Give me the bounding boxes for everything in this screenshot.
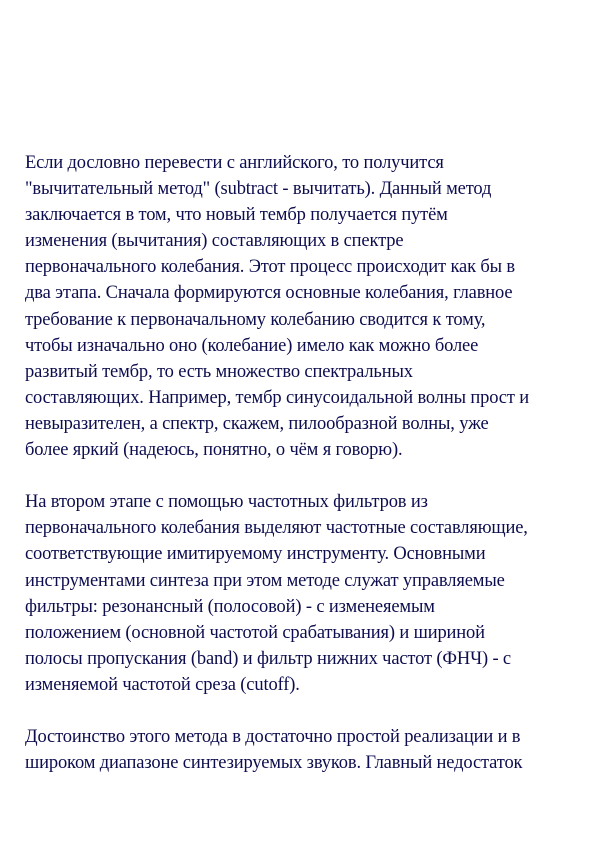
paragraph-line: Достоинство этого метода в достаточно простой реализации и в	[25, 727, 521, 748]
paragraph-line: первоначального колебания выделяют частотные составляющие,	[25, 518, 528, 539]
paragraph-line: положением (основной частотой срабатывания) и шириной	[25, 622, 485, 643]
paragraph-line: заключается в том, что новый тембр получается путём	[25, 205, 448, 226]
paragraph-line: широком диапазоне синтезируемых звуков. Главный недостаток	[25, 753, 523, 774]
document-body	[25, 150, 585, 776]
paragraph-line: изменения (вычитания) составляющих в спектре	[25, 231, 404, 252]
paragraph-line: изменяемой частотой среза (cutoff).	[25, 674, 300, 695]
paragraph-line: соответствующие имитируемому инструменту. Основными	[25, 544, 486, 565]
paragraph-line: На втором этапе с помощью частотных фильтров из	[25, 492, 428, 513]
paragraph-line: Если дословно перевести с английского, то получится	[25, 153, 444, 173]
paragraph-line: требование к первоначальному колебанию сводится к тому,	[25, 309, 486, 330]
paragraph-advantages	[25, 724, 585, 776]
paragraph-line: невыразителен, а спектр, скажем, пилообразной волны, уже	[25, 413, 489, 434]
paragraph-subtractive-definition	[25, 150, 585, 463]
paragraph-spacer	[25, 698, 585, 724]
paragraph-line: два этапа. Сначала формируются основные колебания, главное	[25, 283, 513, 304]
paragraph-line: инструментами синтеза при этом методе служат управляемые	[25, 570, 505, 591]
paragraph-line: более яркий (надеюсь, понятно, о чём я говорю).	[25, 440, 403, 461]
paragraph-line: "вычитательный метод" (subtract - вычитать). Данный метод	[25, 179, 492, 200]
paragraph-line: первоначального колебания. Этот процесс происходит как бы в	[25, 257, 515, 278]
paragraph-line: чтобы изначально оно (колебание) имело как можно более	[25, 335, 479, 356]
paragraph-line: фильтры: резонансный (полосовой) - с изменеяемым	[25, 596, 435, 617]
paragraph-line: составляющих. Например, тембр синусоидальной волны прост и	[25, 387, 529, 408]
paragraph-line: развитый тембр, то есть множество спектральных	[25, 361, 413, 382]
paragraph-line: полосы пропускания (band) и фильтр нижних частот (ФНЧ) - с	[25, 648, 511, 669]
paragraph-filtering-stage	[25, 489, 585, 698]
paragraph-spacer	[25, 463, 585, 489]
